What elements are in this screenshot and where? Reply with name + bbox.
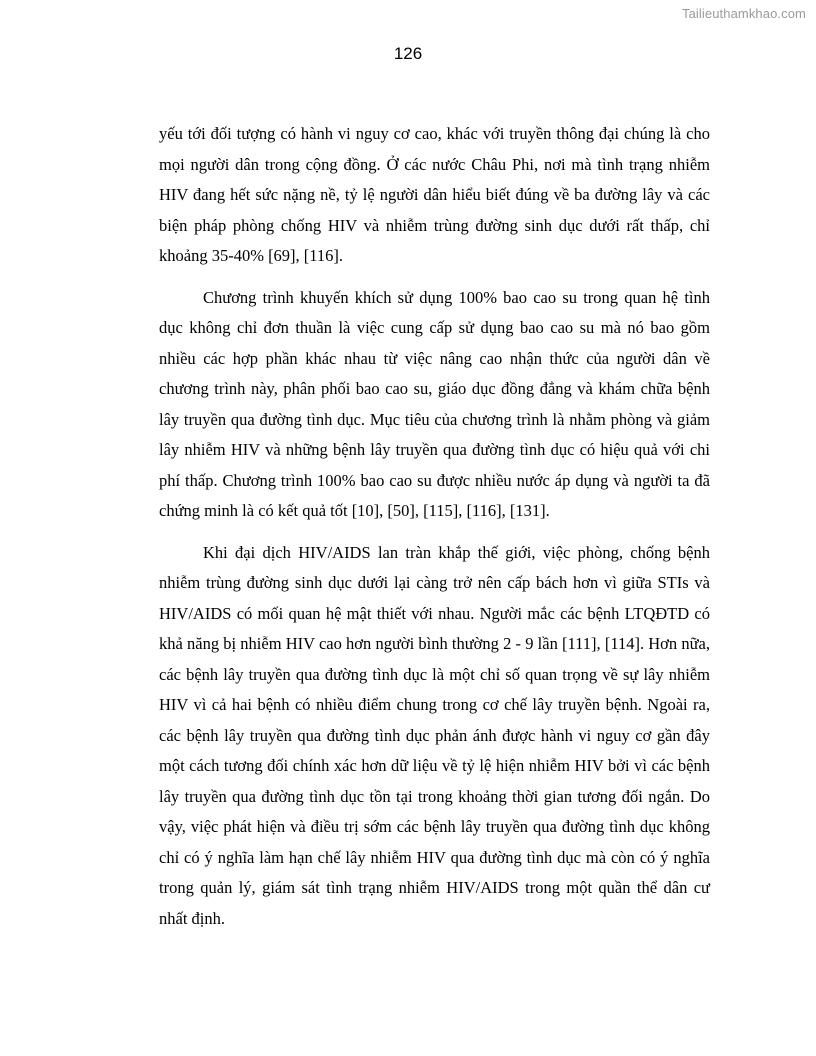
paragraph-3: Khi đại dịch HIV/AIDS lan tràn khắp thế giới, việc phòng, chống bệnh nhiễm trùng đường sinh dục dưới lại càng trở nên cấp bách hơn vì giữa STIs và HIV/AIDS có mối quan hệ mật thiết với nhau. Người mắc các bệnh LTQĐTD có khả năng bị nhiễm HIV cao hơn người bình thường 2 - 9 lần [111], [114]. Hơn nữa, các bệnh lây truyền qua đường tình dục là một chỉ số quan trọng về sự lây nhiễm HIV vì cả hai bệnh có nhiều điểm chung trong cơ chế lây truyền bệnh. Ngoài ra, các bệnh lây truyền qua đường tình dục phản ánh được hành vi nguy cơ gần đây một cách tương đối chính xác hơn dữ liệu về tỷ lệ hiện nhiễm HIV bởi vì các bệnh lây truyền qua đường tình dục tồn tại trong khoảng thời gian tương đối ngắn. Do vậy, việc phát hiện và điều trị sớm các bệnh lây truyền qua đường tình dục không chỉ có ý nghĩa làm hạn chế lây nhiễm HIV qua đường tình dục mà còn có ý nghĩa trong quản lý, giám sát tình trạng nhiễm HIV/AIDS trong một quần thể dân cư nhất định. — [159, 542, 710, 928]
paragraph-1: yếu tới đối tượng có hành vi nguy cơ cao, khác với truyền thông đại chúng là cho mọi người dân trong cộng đồng. Ở các nước Châu Phi, nơi mà tình trạng nhiễm HIV đang hết sức nặng nề, tỷ lệ người dân hiểu biết đúng về ba đường lây và các biện pháp phòng chống HIV và nhiễm trùng đường sinh dục dưới rất thấp, chỉ khoảng 35-40% [69], [116]. — [159, 124, 710, 265]
watermark-text: Tailieuthamkhao.com — [681, 6, 806, 21]
paragraph-2: Chương trình khuyến khích sử dụng 100% bao cao su trong quan hệ tình dục không chỉ đơn thuần là việc cung cấp sử dụng bao cao su mà nó bao gồm nhiều các hợp phần khác nhau từ việc nâng cao nhận thức của người dân về chương trình này, phân phối bao cao su, giáo dục đồng đẳng và khám chữa bệnh lây truyền qua đường tình dục. Mục tiêu của chương trình là nhằm phòng và giảm lây nhiễm HIV và những bệnh lây truyền qua đường tình dục có hiệu quả với chi phí thấp. Chương trình 100% bao cao su được nhiều nước áp dụng và người ta đã chứng minh là có kết quả tốt [10], [50], [115], [116], [131]. — [159, 287, 710, 520]
page-number: 126 — [393, 44, 423, 63]
body-text — [159, 119, 710, 934]
